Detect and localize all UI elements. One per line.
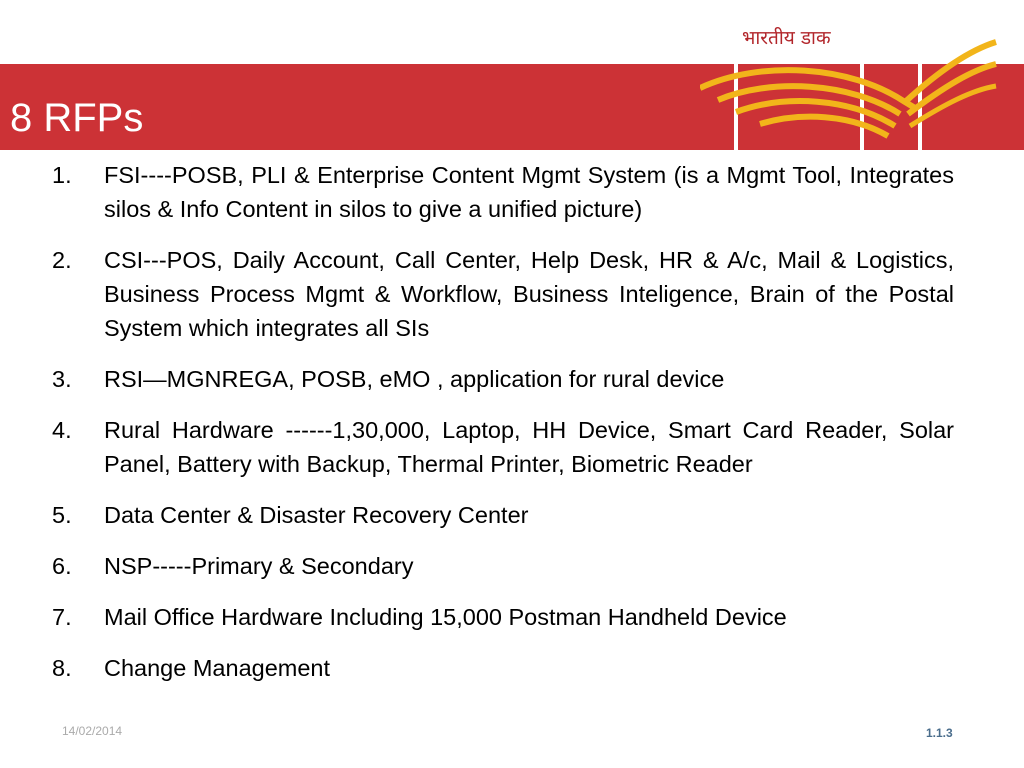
list-item [52,549,954,583]
item-number: 8. [52,655,72,681]
item-text: NSP-----Primary & Secondary [104,553,414,579]
item-number: 4. [52,417,72,443]
item-text: Change Management [104,655,331,681]
item-text: Rural Hardware ------1,30,000, Laptop, HH Device, Smart Card Reader, Solar Panel, Battery with Backup, Thermal Printer, Biometric Reader [104,417,954,477]
list-item [52,243,954,345]
list-item [52,498,954,532]
item-number: 3. [52,366,72,392]
item-number: 7. [52,604,72,630]
logo-text: भारतीय डाक [742,27,831,49]
list-item [52,600,954,634]
item-number: 1. [52,162,72,188]
item-text: CSI---POS, Daily Account, Call Center, Help Desk, HR & A/c, Mail & Logistics, Business Process Mgmt & Workflow, Business Inteligence, Brain of the Postal System which integrates all SIs [104,247,954,341]
footer-date: 14/02/2014 [62,724,123,738]
india-post-logo [700,20,1000,150]
list-item [52,158,954,226]
item-number: 6. [52,553,72,579]
slide-title: 8 RFPs [10,96,144,140]
item-text: Mail Office Hardware Including 15,000 Postman Handheld Device [104,604,787,630]
list-item [52,362,954,396]
list-item [52,651,954,685]
item-text: FSI----POSB, PLI & Enterprise Content Mgmt System (is a Mgmt Tool, Integrates silos & Info Content in silos to give a unified picture) [104,162,954,222]
rfp-list [52,158,954,702]
footer-page-number: 1.1.3 [926,726,953,740]
item-text: RSI—MGNREGA, POSB, eMO , application for rural device [104,366,725,392]
list-item [52,413,954,481]
item-text: Data Center & Disaster Recovery Center [104,502,529,528]
item-number: 5. [52,502,72,528]
item-number: 2. [52,247,72,273]
